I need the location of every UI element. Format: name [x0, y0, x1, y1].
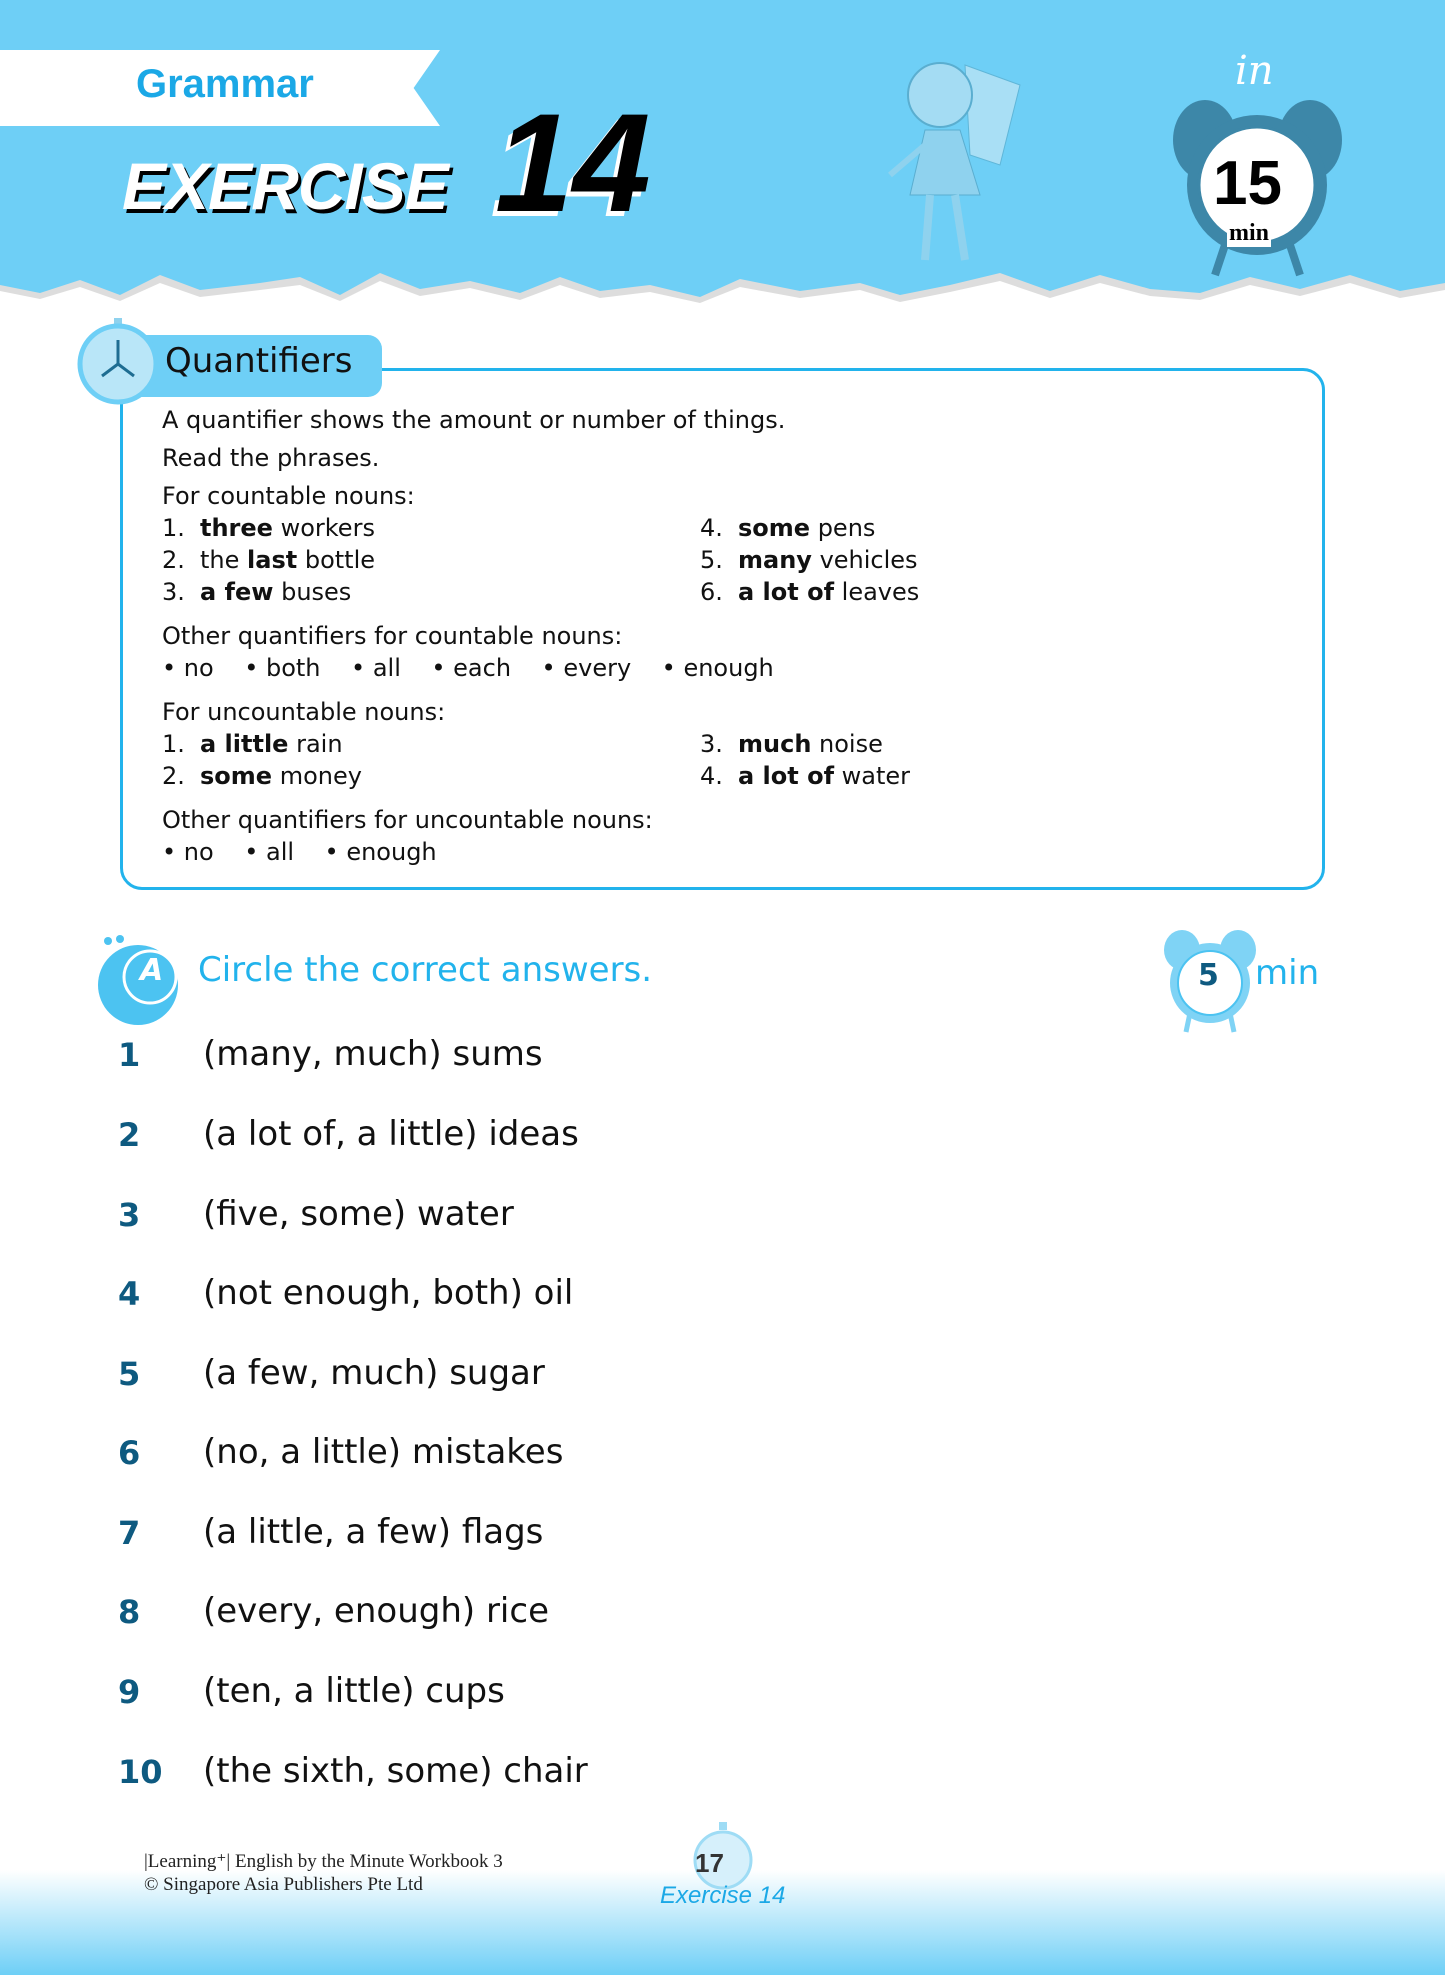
question-number: 2	[118, 1116, 141, 1154]
question-number: 3	[118, 1196, 141, 1234]
question-number: 1	[118, 1036, 141, 1074]
phrase-item	[700, 546, 918, 574]
phrase-number: 6.	[700, 578, 723, 606]
phrase-noun: buses	[273, 578, 352, 606]
question-text[interactable]: (many, much) sums	[203, 1034, 543, 1074]
phrase-noun: money	[272, 762, 362, 790]
section-title: Quantifiers	[165, 341, 353, 381]
phrase-noun: noise	[811, 730, 883, 758]
phrase-quantifier: many	[738, 546, 812, 574]
phrase-item	[162, 546, 375, 574]
timer-value: 15	[1213, 149, 1282, 218]
question-text[interactable]: (a little, a few) flags	[203, 1512, 544, 1552]
phrase-number: 3.	[700, 730, 723, 758]
phrase-quantifier: a little	[200, 730, 289, 758]
phrase-quantifier: a lot of	[738, 762, 835, 790]
question-text[interactable]: (a lot of, a little) ideas	[203, 1114, 579, 1154]
phrase-number: 1.	[162, 514, 185, 542]
phrase-number: 4.	[700, 514, 723, 542]
exercise-heading: EXERCISE	[122, 149, 448, 223]
phrase-item	[700, 730, 883, 758]
book-title: |Learning⁺| English by the Minute Workbook 3	[144, 1851, 503, 1872]
phrase-quantifier: some	[200, 762, 273, 790]
countable-heading: For countable nouns:	[162, 482, 415, 510]
other-uncountable-list: • no • all • enough	[162, 838, 437, 866]
stopwatch-icon	[74, 318, 162, 406]
section-a-title: Circle the correct answers.	[198, 950, 653, 990]
question-text[interactable]: (a few, much) sugar	[203, 1353, 545, 1393]
phrase-noun: water	[834, 762, 911, 790]
copyright: © Singapore Asia Publishers Pte Ltd	[144, 1874, 423, 1895]
phrase-item	[162, 762, 362, 790]
section-timer-unit: min	[1255, 953, 1320, 993]
phrase-noun: pens	[810, 514, 876, 542]
question-number: 9	[118, 1673, 141, 1711]
question-number: 5	[118, 1355, 141, 1393]
footer-exercise: Exercise 14	[660, 1882, 786, 1909]
page-number: 17	[695, 1848, 724, 1878]
phrase-quantifier: much	[738, 730, 812, 758]
question-text[interactable]: (ten, a little) cups	[203, 1671, 505, 1711]
question-text[interactable]: (no, a little) mistakes	[203, 1432, 564, 1472]
subject-label: Grammar	[136, 62, 314, 106]
phrase-item	[700, 762, 910, 790]
exercise-number: 14	[495, 84, 651, 241]
phrase-item	[162, 730, 343, 758]
fairy-illustration	[870, 45, 1030, 275]
question-text[interactable]: (not enough, both) oil	[203, 1273, 574, 1313]
question-number: 7	[118, 1514, 141, 1552]
section-timer-value: 5	[1198, 958, 1219, 993]
question-text[interactable]: (five, some) water	[203, 1194, 514, 1234]
phrase-item	[162, 578, 351, 606]
uncountable-heading: For uncountable nouns:	[162, 698, 446, 726]
other-countable-list: • no • both • all • each • every • enough	[162, 654, 774, 682]
phrase-item	[162, 514, 375, 542]
phrase-quantifier: some	[738, 514, 811, 542]
phrase-noun: bottle	[297, 546, 376, 574]
question-text[interactable]: (every, enough) rice	[203, 1591, 549, 1631]
phrase-item	[700, 514, 875, 542]
question-number: 8	[118, 1593, 141, 1631]
instruction-text: Read the phrases.	[162, 444, 380, 472]
phrase-noun: leaves	[834, 578, 920, 606]
intro-text: A quantifier shows the amount or number of things.	[162, 406, 786, 434]
question-number: 4	[118, 1275, 141, 1313]
phrase-number: 2.	[162, 762, 185, 790]
phrase-number: 5.	[700, 546, 723, 574]
phrase-number: 1.	[162, 730, 185, 758]
phrase-item	[700, 578, 919, 606]
phrase-noun: rain	[288, 730, 343, 758]
section-letter: A	[140, 953, 164, 988]
other-uncountable-heading: Other quantifiers for uncountable nouns:	[162, 806, 653, 834]
phrase-quantifier: three	[200, 514, 273, 542]
phrase-number: 2.	[162, 546, 185, 574]
question-number: 10	[118, 1753, 163, 1791]
timer-prefix: in	[1235, 48, 1274, 94]
phrase-noun: workers	[272, 514, 375, 542]
phrase-quantifier: a few	[200, 578, 274, 606]
question-number: 6	[118, 1434, 141, 1472]
phrase-quantifier: last	[247, 546, 298, 574]
timer-unit: min	[1229, 220, 1270, 246]
phrase-number: 3.	[162, 578, 185, 606]
phrase-text: the	[200, 546, 248, 574]
question-text[interactable]: (the sixth, some) chair	[203, 1751, 588, 1791]
phrase-noun: vehicles	[811, 546, 918, 574]
phrase-number: 4.	[700, 762, 723, 790]
section-a-badge-icon	[88, 935, 188, 1025]
other-countable-heading: Other quantifiers for countable nouns:	[162, 622, 623, 650]
phrase-quantifier: a lot of	[738, 578, 835, 606]
